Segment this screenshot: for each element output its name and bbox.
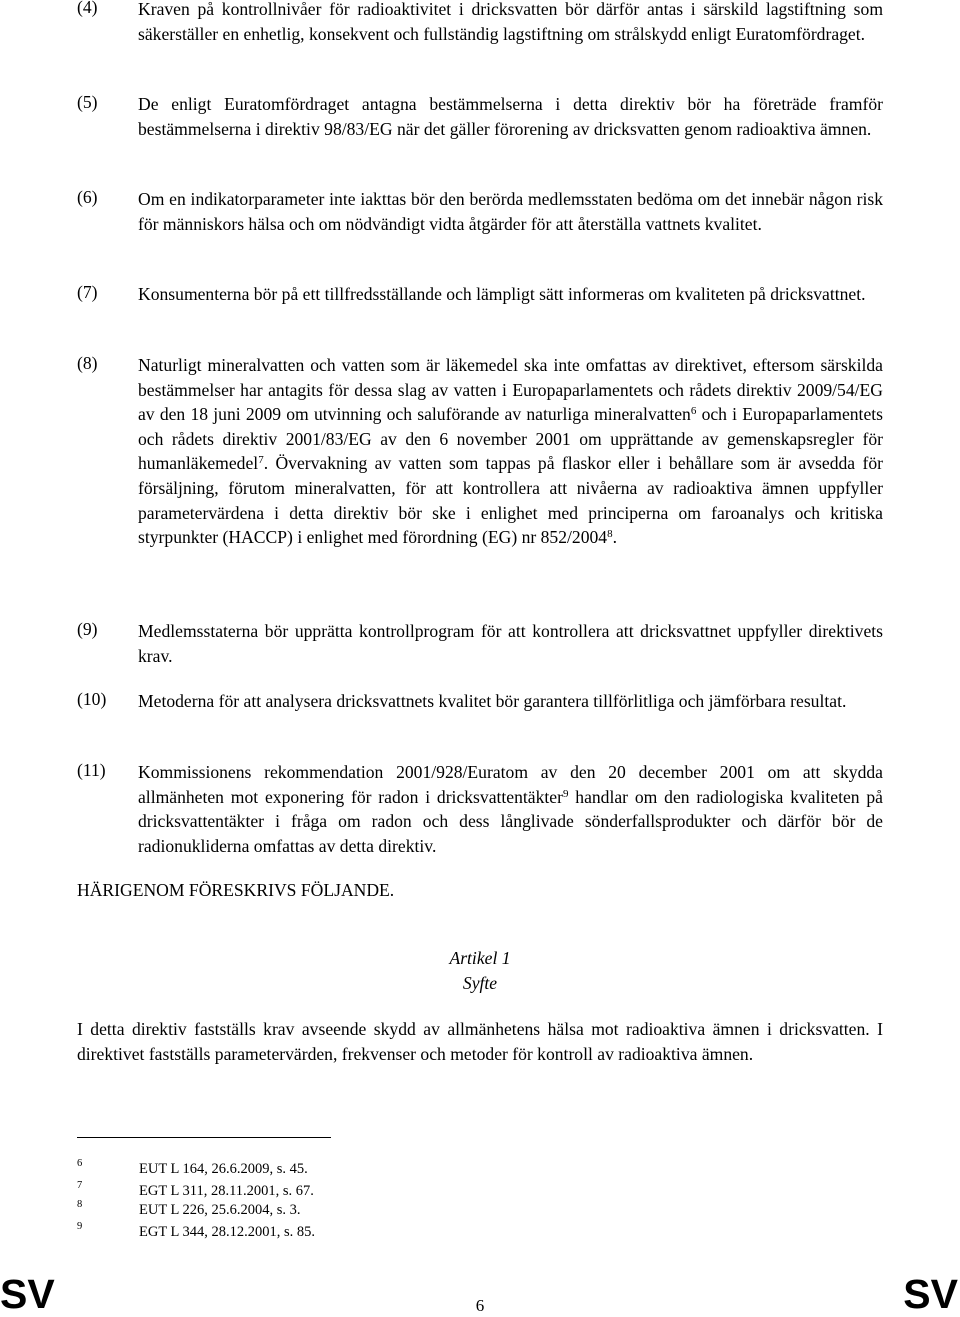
recital-text: Om en indikatorparameter inte iakttas bör den berörda medlemsstaten bedöma om det innebär någon risk för människors hälsa och om nödvändigt vidta åtgärder för att återställa vattnets kvalitet.	[138, 189, 883, 234]
recital-number: (11)	[77, 760, 106, 780]
recital-11	[77, 760, 883, 858]
footnote-ref[interactable]: 6	[690, 405, 697, 418]
recital-text: Kraven på kontrollnivåer för radioaktivitet i dricksvatten bör därför antas i särskild lagstiftning som säkerställer en enhetlig, konsekvent och fullständig lagstiftning om strålskydd enligt Euratomfördraget.	[138, 0, 883, 44]
recital-10	[77, 689, 883, 714]
recital-7	[77, 282, 883, 307]
text-segment: .	[612, 527, 618, 548]
text-segment: Kommissionens rekommendation 2001/928/Euratom av den 20 december 2001 om att skydda allmänheten mot exponering för radon i dricksvattentäkter	[138, 762, 883, 807]
recital-number: (7)	[77, 282, 98, 302]
page-number: 6	[475, 1296, 485, 1315]
text-segment: och i Europaparlamentets och rådets direktiv 2001/83/EG av den 6 november 2001 om upprättande av gemenskapsregler för humanläkemedel	[138, 404, 883, 474]
recital-number: (4)	[77, 0, 98, 17]
footnote-separator	[77, 1137, 331, 1138]
recital-number: (10)	[77, 689, 107, 709]
footnote-ref[interactable]: 7	[258, 454, 264, 467]
recital-text	[138, 760, 883, 858]
footnote-number: 8	[77, 1199, 83, 1210]
text-segment: . Övervakning av vatten som tappas på flaskor eller i behållare som är avsedda för försäljning, förutom mineralvatten, för att kontrollera att nivåerna av radioaktiva ämnen uppfyller parametervärdena i detta direktiv bör ske i enlighet med principerna om faroanalys och kritiska styrpunkter (HACCP) i enlighet med förordning (EG) nr 852/2004	[138, 453, 883, 548]
recital-text: Konsumenterna bör på ett tillfredsställande och lämpligt sätt informeras om kvaliteten på dricksvattnet.	[138, 284, 866, 304]
footnote-ref[interactable]: 9	[562, 787, 569, 800]
article-number: Artikel 1	[449, 948, 511, 968]
recital-8	[77, 353, 883, 550]
recital-5	[77, 92, 883, 141]
recital-text: Metoderna för att analysera dricksvattnets kvalitet bör garantera tillförlitliga och jämförbara resultat.	[138, 691, 847, 711]
language-code-left: SV	[0, 1271, 55, 1317]
recital-number: (8)	[77, 353, 98, 373]
article-body: I detta direktiv fastställs krav avseende skydd av allmänhetens hälsa mot radioaktiva ämnen i dricksvatten. I direktivet fastställs parametervärden, frekvenser och metoder för kontroll av radioaktiva ämnen.	[77, 1019, 883, 1064]
footnote-text: EUT L 226, 25.6.2004, s. 3.	[139, 1202, 301, 1218]
footnote-text: EGT L 344, 28.12.2001, s. 85.	[139, 1224, 316, 1240]
footnote-number: 9	[77, 1221, 83, 1232]
recital-number: (9)	[77, 619, 98, 639]
language-code-right: SV	[903, 1271, 958, 1317]
enactment-formula: HÄRIGENOM FÖRESKRIVS FÖLJANDE.	[77, 880, 395, 900]
footnote-number: 7	[77, 1180, 83, 1191]
recital-number: (5)	[77, 92, 98, 112]
recital-number: (6)	[77, 187, 98, 207]
recital-text: Medlemsstaterna bör upprätta kontrollprogram för att kontrollera att dricksvattnet uppfyller direktivets krav.	[138, 621, 883, 666]
footnote-ref[interactable]: 8	[607, 528, 613, 541]
recital-9	[77, 619, 883, 668]
footnote-text: EUT L 164, 26.6.2009, s. 45.	[139, 1161, 308, 1177]
recital-4	[77, 0, 883, 46]
text-segment: Naturligt mineralvatten och vatten som är läkemedel ska inte omfattas av direktivet, eftersom särskilda bestämmelser har antagits för dessa slag av vatten i Europaparlamentets och rådets direktiv 2009/54/EG av den 18 juni 2009 om utvinning och saluförande av naturliga mineralvatten	[138, 355, 883, 425]
recital-text	[138, 353, 883, 550]
text-segment: handlar om den radiologiska kvaliteten på dricksvattentäkter i fråga om radon och dess långlivade sönderfallsprodukter och därför bör de radionukliderna omfattas av detta direktiv.	[138, 786, 883, 856]
recital-6	[77, 187, 883, 236]
footnote-text: EGT L 311, 28.11.2001, s. 67.	[139, 1183, 314, 1199]
footnote-number: 6	[77, 1158, 83, 1169]
recital-text: De enligt Euratomfördraget antagna bestämmelserna i detta direktiv bör ha företräde framför bestämmelserna i direktiv 98/83/EG när det gäller förorening av dricksvatten genom radioaktiva ämnen.	[138, 94, 883, 139]
article-title: Syfte	[462, 973, 498, 993]
